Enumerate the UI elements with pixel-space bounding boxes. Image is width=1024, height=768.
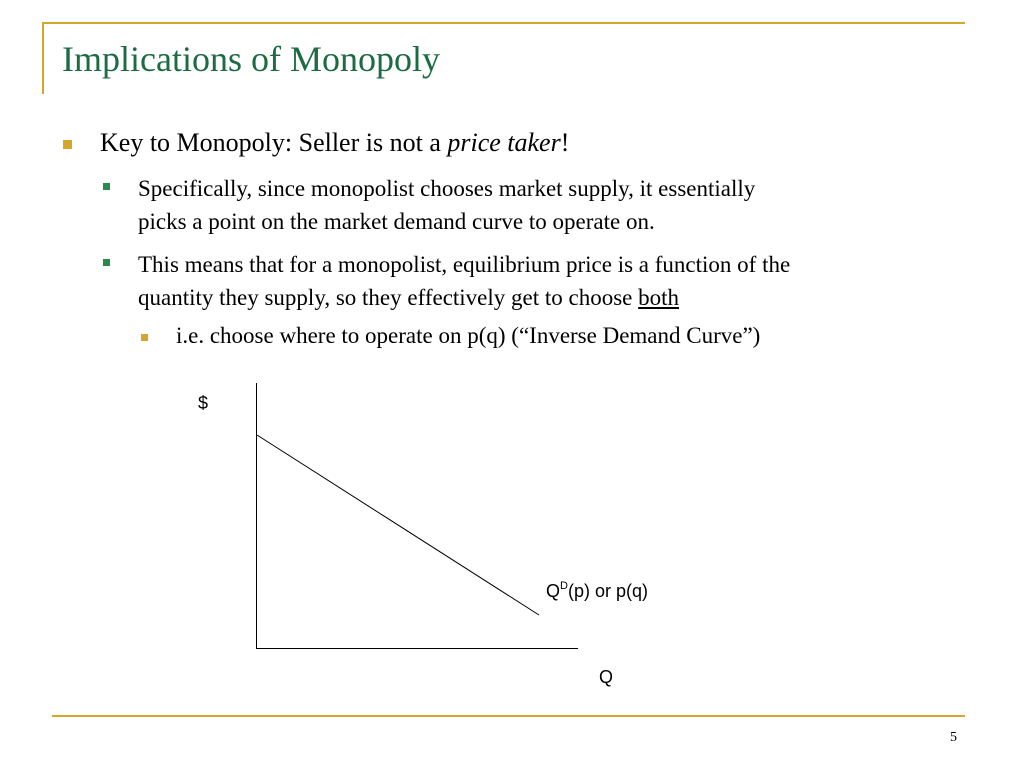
bullet-text-italic: price taker	[447, 128, 561, 157]
curve-label-superscript: D	[560, 580, 568, 592]
x-axis-label: Q	[599, 667, 614, 687]
bullet-line1: Specifically, since monopolist chooses market supply, it essentially	[138, 176, 756, 201]
bullet-line2: picks a point on the market demand curve to operate on.	[138, 209, 655, 234]
page-number: 5	[950, 730, 957, 745]
demand-curve-label	[546, 581, 648, 602]
curve-label-base: Q	[546, 581, 561, 601]
bullet-text-end: !	[560, 128, 570, 157]
y-axis-label: $	[198, 393, 209, 413]
bullet-text: i.e. choose where to operate on p(q) (“Inverse Demand Curve”)	[176, 323, 761, 348]
bullet-text-plain: Key to Monopoly: Seller is not a	[100, 128, 448, 157]
underlined-word: both	[638, 285, 680, 310]
curve-label-rest: (p) or p(q)	[567, 581, 648, 601]
bullet-line1: This means that for a monopolist, equilibrium price is a function of the	[138, 252, 791, 277]
bullet-line2: quantity they supply, so they effectively get to choose	[138, 285, 639, 310]
slide-title: Implications of Monopoly	[62, 39, 440, 79]
demand-curve	[257, 435, 539, 615]
